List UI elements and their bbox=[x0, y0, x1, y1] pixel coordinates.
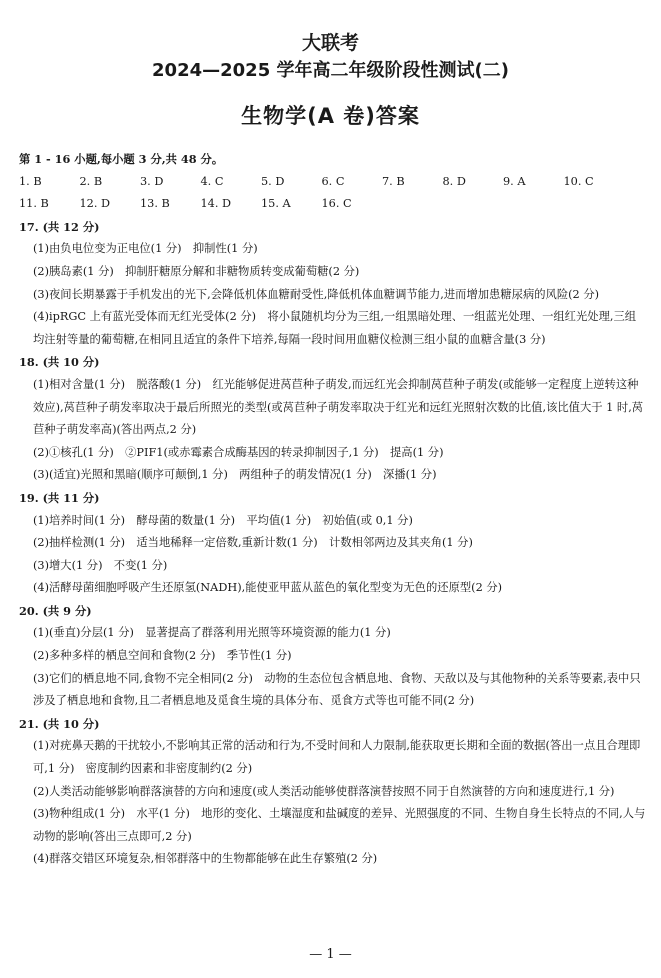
answer-20-1: (1)(垂直)分层(1 分) 显著提高了群落利用光照等环境资源的能力(1 分) bbox=[33, 626, 391, 640]
answer-21-4: (4)群落交错区环境复杂,相邻群落中的生物都能够在此生存繁殖(2 分) bbox=[33, 852, 378, 866]
mcq-answer: 3. D bbox=[140, 174, 164, 188]
mcq-answer: 8. D bbox=[442, 174, 466, 188]
mcq-answer: 14. D bbox=[200, 197, 232, 211]
page-title: 生物学(A 卷)答案 bbox=[241, 104, 420, 128]
answer-21-1: (1)对疣鼻天鹅的干扰较小,不影响其正常的活动和行为,不受时间和人力限制,能获取更长期和全面的数据(答出一点且合理即可,1 分) 密度制约因素和非密度制约(2 分) bbox=[33, 739, 641, 776]
mcq-answer: 5. D bbox=[261, 174, 285, 188]
mcq-answers-row-2 bbox=[19, 193, 646, 216]
answer-17-2: (2)胰岛素(1 分) 抑制肝糖原分解和非糖物质转变成葡萄糖(2 分) bbox=[33, 264, 360, 278]
mcq-answer: 10. C bbox=[563, 174, 594, 188]
answer-17-1: (1)由负电位变为正电位(1 分) 抑制性(1 分) bbox=[33, 242, 258, 256]
mcq-answer: 6. C bbox=[321, 174, 345, 188]
mcq-answer: 16. C bbox=[321, 197, 352, 211]
mcq-answer: 13. B bbox=[140, 197, 170, 211]
answer-18-2: (2)①核孔(1 分) ②PIF1(或赤霉素合成酶基因的转录抑制因子,1 分) 提高(1 分) bbox=[33, 445, 444, 459]
exam-title: 2024—2025 学年高二年级阶段性测试(二) bbox=[152, 60, 509, 81]
question-20-heading: 20. (共 9 分) bbox=[19, 603, 92, 618]
mcq-answer: 7. B bbox=[382, 174, 405, 188]
mcq-intro: 第 1 - 16 小题,每小题 3 分,共 48 分。 bbox=[19, 152, 224, 166]
mcq-answer: 12. D bbox=[79, 197, 111, 211]
question-21-heading: 21. (共 10 分) bbox=[19, 716, 100, 731]
question-18-heading: 18. (共 10 分) bbox=[19, 355, 100, 370]
question-17-heading: 17. (共 12 分) bbox=[19, 219, 100, 234]
question-19-heading: 19. (共 11 分) bbox=[19, 490, 100, 505]
answer-19-1: (1)培养时间(1 分) 酵母菌的数量(1 分) 平均值(1 分) 初始值(或 0,1 分) bbox=[33, 513, 413, 527]
mcq-answer: 4. C bbox=[200, 174, 224, 188]
mcq-answers-row-1 bbox=[19, 171, 646, 194]
mcq-answer: 2. B bbox=[79, 174, 103, 188]
mcq-answer: 11. B bbox=[19, 197, 49, 211]
mcq-answer: 1. B bbox=[19, 174, 42, 188]
answer-20-2: (2)多种多样的栖息空间和食物(2 分) 季节性(1 分) bbox=[33, 649, 292, 663]
exam-organizer: 大联考 bbox=[301, 32, 359, 54]
mcq-answer: 15. A bbox=[261, 197, 291, 211]
answer-19-3: (3)增大(1 分) 不变(1 分) bbox=[33, 558, 168, 572]
answer-21-2: (2)人类活动能够影响群落演替的方向和速度(或人类活动能够使群落演替按照不同于自然演替的方向和速度进行,1 分) bbox=[33, 784, 615, 798]
answer-17-3: (3)夜间长期暴露于手机发出的光下,会降低机体血糖耐受性,降低机体血糖调节能力,进而增加患糖尿病的风险(2 分) bbox=[33, 287, 600, 301]
answer-20-3: (3)它们的栖息地不同,食物不完全相同(2 分) 动物的生态位包含栖息地、食物、天敌以及与其他物种的关系等要素,表中只涉及了栖息地和食物,且二者栖息地及觅食生境的具体分布、觅食方式等也可能不同(2 分) bbox=[33, 671, 641, 708]
answer-21-3: (3)物种组成(1 分) 水平(1 分) 地形的变化、土壤湿度和盐碱度的差异、光照强度的不同、生物自身生长特点的不同,人与动物的影响(答出三点即可,2 分) bbox=[33, 807, 646, 843]
answer-18-3: (3)(适宜)光照和黑暗(顺序可颠倒,1 分) 两组种子的萌发情况(1 分) 深播(1 分) bbox=[33, 468, 437, 482]
page-number: — 1 — bbox=[309, 947, 352, 962]
answer-19-4: (4)活酵母菌细胞呼吸产生还原氢(NADH),能使亚甲蓝从蓝色的氧化型变为无色的还原型(2 分) bbox=[33, 581, 503, 595]
mcq-answer: 9. A bbox=[503, 174, 526, 188]
answer-19-2: (2)抽样检测(1 分) 适当地稀释一定倍数,重新计数(1 分) 计数相邻两边及其夹角(1 分) bbox=[33, 536, 473, 550]
answer-18-1: (1)相对含量(1 分) 脱落酸(1 分) 红光能够促进莴苣种子萌发,而远红光会抑制莴苣种子萌发(或能够一定程度上逆转这种效应),莴苣种子萌发率取决于最后所照光的类型(或莴苣种子萌发率取决于红光和远红光照射次数的比值,该比值大于 1 时,莴苣种子萌发率高)(答出两点,2 分) bbox=[33, 377, 644, 437]
answer-17-4: (4)ipRGC 上有蓝光受体而无红光受体(2 分) 将小鼠随机均分为三组,一组黑暗处理、一组蓝光处理、一组红光处理,三组均注射等量的葡萄糖,在相同且适宜的条件下培养,每隔一段时间用血糖仪检测三组小鼠的血糖含量(3 分) bbox=[33, 310, 637, 346]
answer-content bbox=[19, 148, 646, 871]
